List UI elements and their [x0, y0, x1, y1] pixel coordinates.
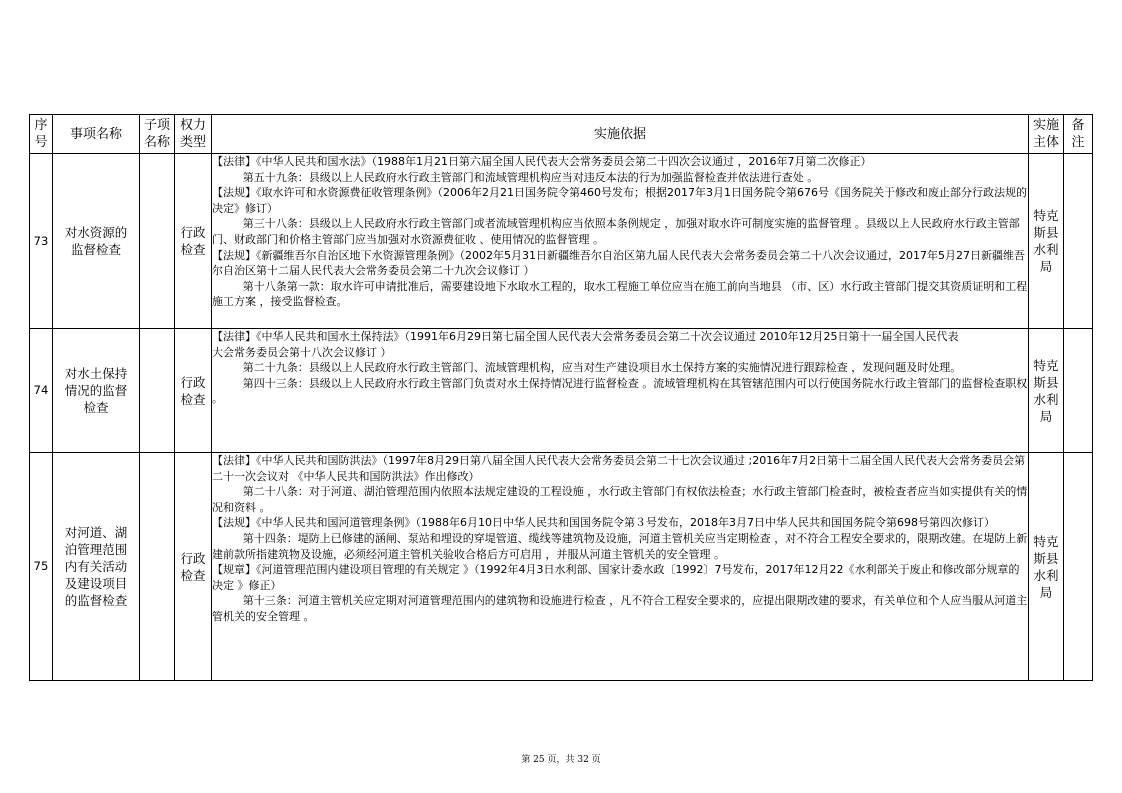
row-note — [1064, 154, 1093, 329]
basis-paragraph: 第二十九条：县级以上人民政府水行政主管部门、流域管理机构，应当对生产建设项目水土保持方案的实施情况进行跟踪检查 ，发现问题及时处理。 — [242, 361, 962, 375]
row-basis — [212, 329, 1029, 453]
header-basis: 实施依据 — [212, 115, 1029, 154]
power-type-line: 行政 — [180, 374, 206, 390]
basis-paragraph: 第四十三条：县级以上人民政府水行政主管部门负责对水土保持情况进行监督检查 。流域管理机构在其管辖范围内可以行使国务院水行政主管部门的监督检查职权 。 — [212, 376, 1028, 406]
table-row — [30, 329, 1093, 453]
item-name-line: 情况的监督 — [64, 383, 128, 398]
power-type-line: 检查 — [180, 242, 206, 257]
item-name-line: 检查 — [83, 400, 109, 415]
basis-paragraph: 【法规】《中华人民共和国河道管理条例》（1988年6月10日中华人民共和国国务院令第３号发布，2018年3月7日中华人民共和国国务院令第698号第四次修订） — [212, 516, 995, 530]
row-note — [1064, 329, 1093, 453]
power-type-line: 行政 — [180, 225, 206, 240]
row-basis — [212, 453, 1029, 681]
row-sub-name — [140, 453, 175, 681]
row-item-name — [53, 453, 140, 681]
item-name-line: 监督检查 — [70, 242, 121, 257]
row-sub-name — [140, 329, 175, 453]
row-implementer — [1029, 453, 1064, 681]
implementer-line: 斯县 — [1033, 374, 1059, 390]
item-name-line: 对水资源的 — [64, 225, 128, 240]
power-type-line: 行政 — [180, 550, 206, 566]
table-row — [30, 154, 1093, 329]
item-name-line: 泊管理范围 — [64, 542, 128, 557]
basis-paragraph: 【法规】《取水许可和水资源费征收管理条例》（2006年2月21日国务院令第460号发布；根据2017年3月1日国务院令第676号《国务院关于修改和废止部分行政法规的决定》修订） — [212, 186, 1027, 215]
basis-paragraph: 第二十八条：对于河道、湖泊管理范围内依照本法规定建设的工程设施 ，水行政主管部门有权依法检查；水行政主管部门检查时，被检查者应当如实提供有关的情况和资料 。 — [212, 485, 1028, 514]
row-item-name — [53, 154, 140, 329]
basis-paragraph: 【法律】《中华人民共和国水土保持法》（1991年6月29日第七届全国人民代表大会常务委员会第二十次会议通过 2010年12月25日第十一届全国人民代表 — [212, 330, 959, 343]
implementer-line: 局 — [1039, 408, 1053, 424]
basis-paragraph: 大会常务委员会第十八次会议修订 ） — [212, 345, 392, 359]
basis-paragraph: 第十四条：堤防上已修建的涵闸、泵站和埋设的穿堤管道、缆线等建筑物及设施，河道主管机关应当定期检查 ，对不符合工程安全要求的，限期改建。在堤防上新建前款所指建筑物及设施，必须经河道主管机关验收合格后方可启用 ，并服从河道主管机关的安全管理 。 — [212, 531, 1028, 561]
header-sub: 子项 名称 — [140, 115, 175, 154]
implementer-line: 特克 — [1033, 208, 1059, 223]
basis-paragraph: 第十八条第一款：取水许可申请批准后，需要建设地下水取水工程的，取水工程施工单位应当在施工前向当地县 （市、区）水行政主管部门提交其资质证明和工程施工方案 ，接受监督检查。 — [212, 279, 1028, 309]
page-footer: 第 25 页，共 32 页 — [521, 755, 601, 765]
header-type: 权力 类型 — [175, 115, 212, 154]
items-table — [29, 114, 1093, 681]
row-power-type — [175, 154, 212, 329]
header-body: 实施 主体 — [1029, 115, 1064, 154]
power-type-line: 检查 — [180, 567, 206, 583]
row-item-name — [53, 329, 140, 453]
row-seq: 75 — [30, 453, 53, 681]
implementer-line: 局 — [1039, 584, 1053, 600]
basis-paragraph: 第三十八条：县级以上人民政府水行政主管部门或者流域管理机构应当依照本条例规定 ，加强对取水许可制度实施的监督管理 。县级以上人民政府水行政主管部门、财政部门和价格主管部门应当加强对水资源费征收 、使用情况的监督管理 。 — [212, 217, 1020, 246]
item-name-line: 对河道、湖 — [64, 525, 128, 540]
item-name-line: 的监督检查 — [64, 593, 128, 608]
row-basis — [212, 154, 1029, 329]
implementer-line: 水利 — [1033, 242, 1059, 257]
item-name-line: 内有关活动 — [64, 559, 128, 574]
row-seq: 73 — [30, 154, 53, 329]
row-seq: 74 — [30, 329, 53, 453]
implementer-line: 斯县 — [1033, 225, 1059, 240]
basis-paragraph: 【法律】《中华人民共和国水法》（1988年1月21日第六届全国人民代表大会常务委员会第二十四次会议通过 ，2016年7月第二次修正） — [212, 155, 872, 168]
basis-paragraph: 【法律】《中华人民共和国防洪法》（1997年8月29日第八届全国人民代表大会常务委员会第二十七次会议通过 ;2016年7月2日第十二届全国人民代表大会常务委员会第二十一次会议对 《中华人民共和国防洪法》作出修改） — [212, 454, 1026, 483]
basis-paragraph: 【法规】《新疆维吾尔自治区地下水资源管理条例》（2002年5月31日新疆维吾尔自治区第九届人民代表大会常务委员会第二十八次会议通过，2017年5月27日新疆维吾尔自治区第十二届人民代表大会常务委员会第二十九次会议修订 ） — [212, 248, 1025, 278]
power-type-line: 检查 — [180, 391, 206, 407]
implementer-line: 特克 — [1033, 533, 1059, 549]
implementer-line: 局 — [1039, 259, 1053, 274]
basis-paragraph: 【规章】《河道管理范围内建设项目管理的有关规定 》（1992年4月3日水利部、国家计委水政〔1992〕7号发布，2017年12月22《水利部关于废止和修改部分规章的决定 》修正） — [212, 563, 1020, 592]
item-name-line: 对水土保持 — [64, 366, 128, 381]
basis-paragraph: 第五十九条：县级以上人民政府水行政主管部门和流域管理机构应当对违反本法的行为加强监督检查并依法进行查处 。 — [242, 170, 819, 184]
row-sub-name — [140, 154, 175, 329]
table-row — [30, 453, 1093, 681]
item-name-line: 及建设项目 — [64, 576, 128, 591]
row-power-type — [175, 329, 212, 453]
header-note: 备 注 — [1064, 115, 1093, 154]
header-seq: 序 号 — [30, 115, 53, 154]
row-power-type — [175, 453, 212, 681]
implementer-line: 斯县 — [1033, 550, 1059, 566]
implementer-line: 特克 — [1033, 357, 1059, 373]
basis-paragraph: 第十三条：河道主管机关应定期对河道管理范围内的建筑物和设施进行检查 ，凡不符合工程安全要求的，应提出限期改建的要求，有关单位和个人应当服从河道主管机关的安全管理 。 — [212, 594, 1028, 623]
header-row — [30, 115, 1093, 154]
header-name: 事项名称 — [53, 115, 140, 154]
implementer-line: 水利 — [1033, 391, 1059, 407]
implementer-line: 水利 — [1033, 567, 1059, 583]
row-implementer — [1029, 154, 1064, 329]
row-note — [1064, 453, 1093, 681]
row-implementer — [1029, 329, 1064, 453]
